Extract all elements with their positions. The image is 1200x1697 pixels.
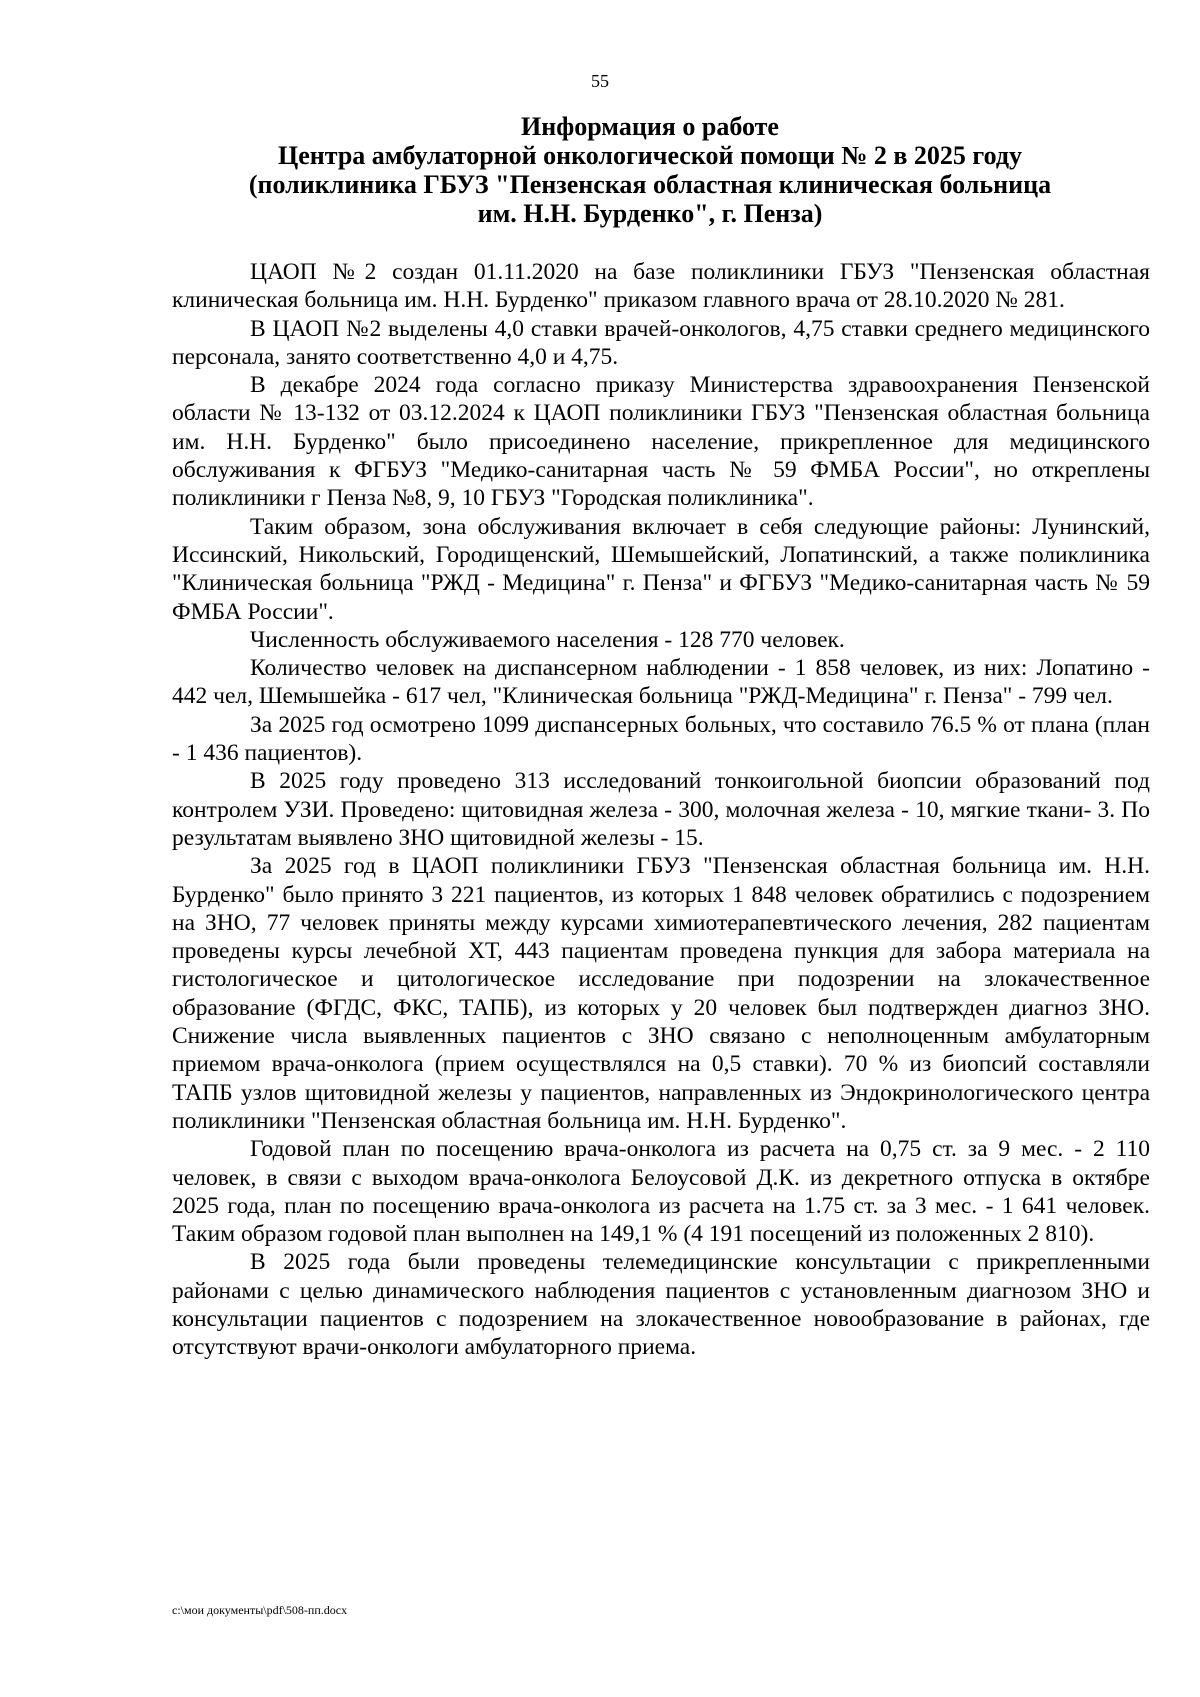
title-line: им. Н.Н. Бурденко", г. Пенза) <box>477 199 823 228</box>
paragraph-creation: ЦАОП №2 создан 01.11.2020 на базе поликлиники ГБУЗ "Пензенская областная клиническая больница им. Н.Н. Бурденко" приказом главного врача от 28.10.2020 № 281. <box>172 259 1150 314</box>
paragraph-dispensary-exams: За 2025 год осмотрено 1099 диспансерных больных, что составило 76.5 % от плана (план - 1 436 пациентов). <box>172 711 1150 767</box>
paragraph-population: Численность обслуживаемого населения - 128 770 человек. <box>250 626 845 653</box>
page-number: 55 <box>591 71 609 91</box>
footer-file-path: c:\мои документы\pdf\508-пп.docx <box>172 1603 348 1617</box>
paragraph-biopsy: В 2025 году проведено 313 исследований тонкоигольной биопсии образований под контролем УЗИ. Проведено: щитовидная железа - 300, молочная железа - 10, мягкие ткани- 3. По результатам выявлено ЗНО щитовидной железы - 15. <box>172 768 1150 851</box>
document-body <box>172 258 1150 1362</box>
paragraph-patients: За 2025 год в ЦАОП поликлиники ГБУЗ "Пензенская областная больница им. Н.Н. Бурденко" было принято 3 221 пациентов, из которых 1 848 человек обратились с подозрением на ЗНО, 77 человек приняты между курсами химиотерапевтического лечения, 282 пациентам проведены курсы лечебной ХТ, 443 пациентам проведена пункция для забора материала на гистологическое и цитологическое исследование при подозрении на злокачественное образование (ФГДС, ФКС, ТАПБ), из которых у 20 человек был подтвержден диагноз ЗНО. Снижение числа выявленных пациентов с ЗНО связано с неполноценным амбулаторным приемом врача-онколога (прием осуществлялся на 0,5 ставки). 70 % из биопсий составляли ТАПБ узлов щитовидной железы у пациентов, направленных из Эндокринологического центра поликлиники "Пензенская областная больница им. Н.Н. Бурденко". <box>172 853 1150 1134</box>
paragraph-dispensary-count: Количество человек на диспансерном наблюдении - 1 858 человек, из них: Лопатино - 442 чел, Шемышейка - 617 чел, "Клиническая больница "РЖД-Медицина" г. Пенза" - 799 чел. <box>172 655 1150 710</box>
document-title <box>140 112 1160 228</box>
paragraph-staffing: В ЦАОП №2 выделены 4,0 ставки врачей-онкологов, 4,75 ставки среднего медицинского персонала, занято соответственно 4,0 и 4,75. <box>172 315 1150 370</box>
paragraph-reassignment: В декабре 2024 года согласно приказу Министерства здравоохранения Пензенской области № 13-132 от 03.12.2024 к ЦАОП поликлиники ГБУЗ "Пензенская областная больница им. Н.Н. Бурденко" было присоединено население, прикрепленное для медицинского обслуживания к ФГБУЗ "Медико-санитарная часть № 59 ФМБА России", но откреплены поликлиники г Пенза №8, 9, 10 ГБУЗ "Городская поликлиника". <box>172 372 1150 512</box>
paragraph-annual-plan: Годовой план по посещению врача-онколога из расчета на 0,75 ст. за 9 мес. - 2 110 человек, в связи с выходом врача-онколога Белоусовой Д.К. из декретного отпуска в октябре 2025 года, план по посещению врача-онколога из расчета на 1.75 ст. за 3 мес. - 1 641 человек. Таким образом годовой план выполнен на 149,1 % (4 191 посещений из положенных 2 810). <box>172 1136 1150 1248</box>
paragraph-service-area: Таким образом, зона обслуживания включает в себя следующие районы: Лунинский, Иссинский, Никольский, Городищенский, Шемышейский, Лопатинский, а также поликлиника "Клиническая больница "РЖД - Медицина" г. Пенза" и ФГБУЗ "Медико-санитарная часть № 59 ФМБА России". <box>172 513 1150 625</box>
paragraph-telemedicine: В 2025 года были проведены телемедицинские консультации с прикрепленными районами с целью динамического наблюдения пациентов с установленным диагнозом ЗНО и консультации пациентов с подозрением на злокачественное новообразование в районах, где отсутствуют врачи-онкологи амбулаторного приема. <box>172 1249 1150 1361</box>
title-line: Центра амбулаторной онкологической помощи № 2 в 2025 году <box>278 141 1022 170</box>
title-line: Информация о работе <box>521 112 779 141</box>
title-line: (поликлиника ГБУЗ "Пензенская областная клиническая больница <box>248 170 1052 199</box>
